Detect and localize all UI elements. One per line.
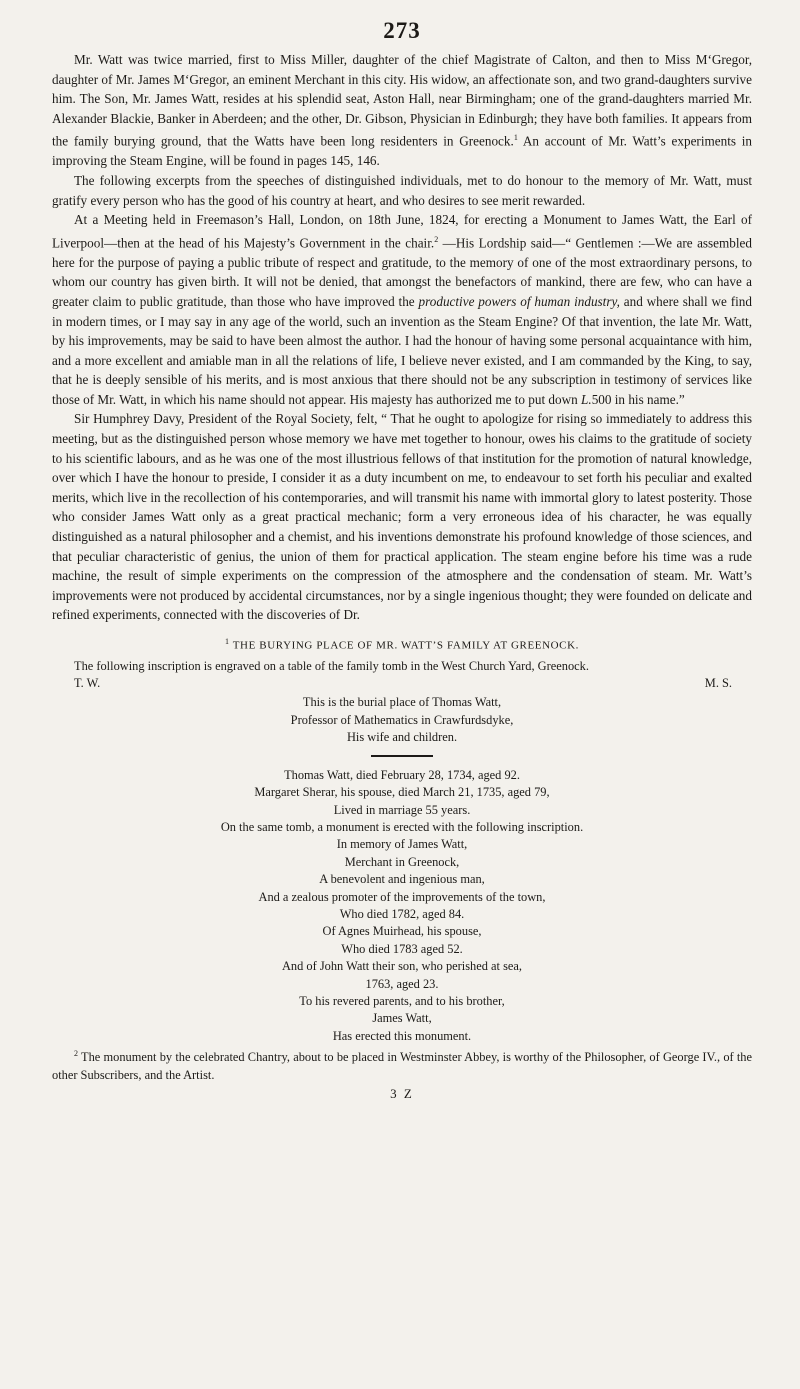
inscription-lines-b [52,767,752,1046]
inscription-line: And of John Watt their son, who perished at sea, [281,959,522,974]
inscription-line: Of Agnes Muirhead, his spouse, [322,924,482,939]
divider-rule [371,755,433,757]
text-run: and where shall we find in modern times, or I may say in any age of the world, such an invention as the Steam Engine? Of that invention, the late Mr. Watt, by his improvements, may be said to have been almost the author. I had the honour of having some personal acquaintance with him, and a more excellent and amiable man in all the relations of life, I believe never existed, and I am commanded by the King, to say, that he is deeply sensible of his merits, and is most anxious that there should not be any subscription in testimony of services like those of Mr. Watt, in which his name should not appear. His majesty has authorized me to put down [52,293,752,407]
footnote-1-heading [52,637,752,652]
text-run: 500 in his name.” [591,391,685,407]
document-page [52,18,752,1102]
signature-mark: 3 Z [390,1086,414,1102]
initials-right: M. S. [704,676,732,691]
body-text [52,50,752,625]
emphasis-text: productive powers of human industry, [418,293,620,309]
inscription-line: In memory of James Watt, [336,837,468,852]
footnote-1-title: THE BURYING PLACE OF MR. WATT’S FAMILY AT GREENOCK. [232,639,580,652]
text-run: The following excerpts from the speeches of distinguished individuals, met to do honour to the memory of Mr. Watt, must gratify every person who has the good of his country at heart, and who desires to see merit rewarded. [52,172,752,208]
inscription-line: Who died 1782, aged 84. [339,906,465,921]
text-run: —His Lordship said—“ Gentlemen :—We are assembled here for the purpose of paying a public tribute of respect and gratitude, to the memory of one of the most extraordinary persons, to whom our country has given birth. It will not be denied, that amongst the benefactors of mankind, there are few, who can have a greater claim to public gratitude, than those who have improved the [52,235,753,309]
initials-left: T. W. [74,676,101,691]
inscription-line: On the same tomb, a monument is erected with the following inscription. [220,819,584,834]
text-run: Mr. Watt was twice married, first to Miss Miller, daughter of the chief Magistrate of Calton, and then to Miss M‘Gregor, daughter of Mr. James M‘Gregor, an eminent Merchant in this city. His widow, an affectionate son, and two grand-daughters survive him. The Son, Mr. James Watt, resides at his splendid seat, Aston Hall, near Birmingham; one of the grand-daughters married Mr. Alexander Blackie, Banker in Aberdeen; and the other, Dr. Gibson, Physician in Edinburgh; they have both families. It appears from the family burying ground, that the Watts have been long residenters in Greenock. [52,52,752,149]
text-run: Sir Humphrey Davy, President of the Royal Society, felt, “ That he ought to apologize for rising so immediately to address this meeting, but as the distinguished person whose memory we have met together to honour, owes his claims to the gratitude of society to his scientific labours, and as he was one of the most illustrious fellows of that institution for the promotion of natural knowledge, over which I have the honour to preside, I consider it as a duty incumbent on me, to endeavour to set forth his peculiar and exalted merits, which live in the recollection of his contemporaries, and will transmit his name with immortal glory to latest posterity. Those who consider James Watt only as a great practical mechanic; form a very erroneous idea of his character, he was equally distinguished as a natural philosopher and a chemist, and his inventions demonstrate his profound knowledge of those sciences, and that peculiar characteristic of genius, the union of them for practical application. The steam engine before his time was a rude machine, the result of simple experiments on the compression of the atmosphere and the condensation of steam. Mr. Watt’s improvements were not produced by accidental circumstances, nor by a single ingenious thought; they were founded on delicate and refined experiments, connected with the discoveries of Dr. [52,411,752,623]
inscription-line: Margaret Sherar, his spouse, died March 21, 1735, aged 79, [254,785,550,800]
footnote-2-text: The monument by the celebrated Chantry, about to be placed in Westminster Abbey, is worthy of the Philosopher, of George IV., of the other Subscribers, and the Artist. [52,1050,752,1082]
inscription-line: Thomas Watt, died February 28, 1734, aged 92. [284,767,520,782]
paragraph [52,210,752,409]
inscription-line: This is the burial place of Thomas Watt, [302,695,502,710]
text-run: An account of Mr. Watt’s experiments in improving the Steam Engine, will be found in pages 145, 146. [52,133,753,169]
footnote-1-intro: The following inscription is engraved on a table of the family tomb in the West Church Yard, Greenock. [74,658,589,673]
inscription-line: James Watt, [372,1011,432,1026]
page-number: 273 [383,18,421,43]
inscription-line: And a zealous promoter of the improvements of the town, [258,889,546,904]
text-run: At a Meeting held in Freemason’s Hall, London, on 18th June, 1824, for erecting a Monument to James Watt, the Earl of Liverpool—then at the head of his Majesty’s Government in the chair. [52,212,752,251]
inscription-lines-a [52,694,752,746]
paragraph [52,50,752,171]
inscription-line: Who died 1783 aged 52. [341,941,463,956]
footnote-1 [52,658,752,1046]
inscription-line: Lived in marriage 55 years. [333,802,471,817]
inscription-line: His wife and children. [346,730,458,745]
footnote-1-marker: 1 [224,637,230,646]
inscription-line: 1763, aged 23. [365,976,439,991]
footnote-2 [52,1045,752,1084]
inscription-line: To his revered parents, and to his brother, [299,993,505,1008]
tomb-initials [74,675,732,692]
footnote-reference: 1 [513,133,518,143]
inscription-line: Professor of Mathematics in Crawfurdsdyke, [290,712,514,727]
inscription-line: A benevolent and ingenious man, [319,872,485,887]
footnote-2-marker: 2 [74,1049,78,1059]
inscription-line: Has erected this monument. [332,1028,472,1043]
inscription-line: Merchant in Greenock, [344,854,460,869]
emphasis-text: L. [581,391,592,407]
paragraph [52,171,752,210]
paragraph [52,409,752,625]
footnote-reference: 2 [434,234,439,244]
